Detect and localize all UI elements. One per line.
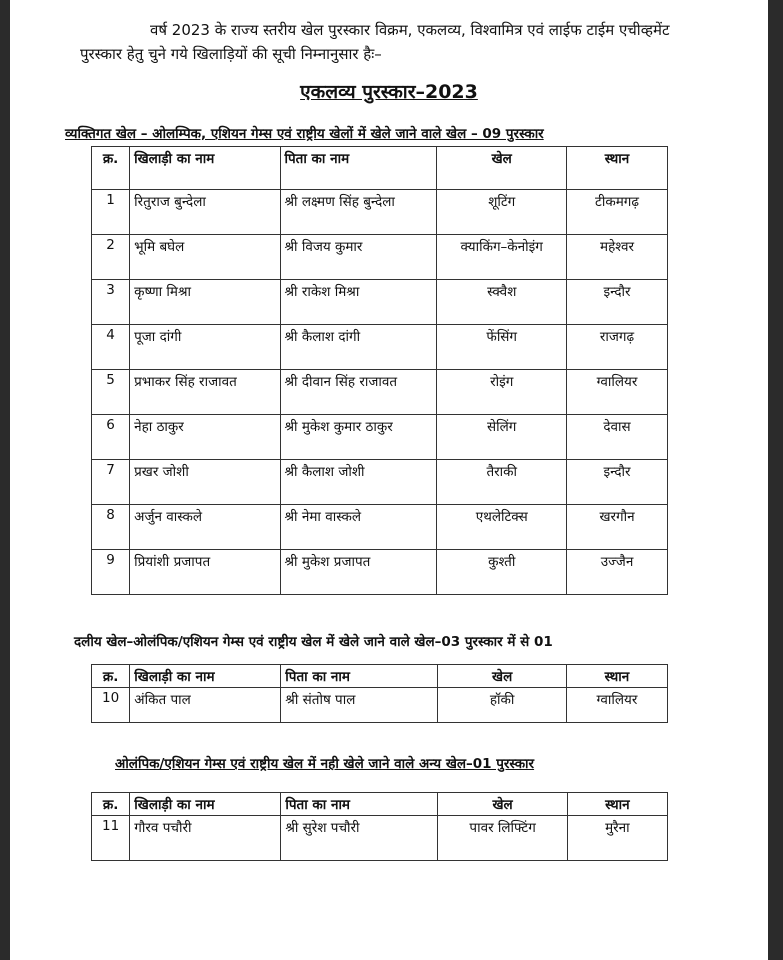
cell-sport: शूटिंग	[437, 190, 567, 235]
cell-father-name: श्री लक्ष्मण सिंह बुन्देला	[280, 190, 437, 235]
cell-father-name: श्री राकेश मिश्रा	[280, 280, 437, 325]
section-heading-team: दलीय खेल–ओलंपिक/एशियन गेम्स एवं राष्ट्रीय खेल में खेले जाने वाले खेल–03 पुरस्कार में से 01	[74, 634, 553, 650]
cell-father-name: श्री मुकेश कुमार ठाकुर	[280, 415, 437, 460]
cell-serial: 4	[92, 325, 130, 370]
cell-serial: 2	[92, 235, 130, 280]
cell-player-name: रितुराज बुन्देला	[130, 190, 280, 235]
table-row	[92, 370, 668, 415]
cell-sport: तैराकी	[437, 460, 567, 505]
table-row	[92, 550, 668, 595]
other-awards-table	[91, 792, 668, 861]
cell-father-name: श्री नेमा वास्कले	[280, 505, 437, 550]
cell-father-name: श्री दीवान सिंह राजावत	[280, 370, 437, 415]
cell-serial: 6	[92, 415, 130, 460]
cell-place: ग्वालियर	[567, 370, 668, 415]
header-place: स्थान	[566, 665, 667, 688]
individual-awards-table	[91, 146, 668, 595]
cell-player-name: नेहा ठाकुर	[130, 415, 280, 460]
cell-sport: रोइंग	[437, 370, 567, 415]
table-row	[92, 460, 668, 505]
table-row	[92, 415, 668, 460]
cell-player-name: अंकित पाल	[130, 688, 281, 723]
cell-place: महेश्वर	[567, 235, 668, 280]
cell-father-name: श्री संतोष पाल	[281, 688, 438, 723]
table-row	[92, 325, 668, 370]
cell-player-name: गौरव पचौरी	[130, 816, 281, 861]
cell-serial: 9	[92, 550, 130, 595]
intro-paragraph: वर्ष 2023 के राज्य स्तरीय खेल पुरस्कार विक्रम, एकलव्य, विश्वामित्र एवं लाईफ टाईम एचीव्हमेंट पुरस्कार हेतु चुने गये खिलाड़ियों की सूची निम्नानुसार हैः–	[80, 21, 670, 63]
header-player-name: खिलाड़ी का नाम	[130, 665, 281, 688]
cell-sport: पावर लिफ्टिंग	[438, 816, 567, 861]
cell-serial: 11	[92, 816, 130, 861]
cell-serial: 1	[92, 190, 130, 235]
header-father-name: पिता का नाम	[281, 665, 438, 688]
header-sport: खेल	[438, 665, 567, 688]
cell-place: उज्जैन	[567, 550, 668, 595]
cell-sport: सेलिंग	[437, 415, 567, 460]
header-sport: खेल	[438, 793, 567, 816]
cell-player-name: प्रियांशी प्रजापत	[130, 550, 280, 595]
cell-place: टीकमगढ़	[567, 190, 668, 235]
header-serial: क्र.	[92, 793, 130, 816]
table-row	[92, 190, 668, 235]
cell-father-name: श्री सुरेश पचौरी	[281, 816, 438, 861]
cell-player-name: प्रखर जोशी	[130, 460, 280, 505]
cell-player-name: भूमि बघेल	[130, 235, 280, 280]
header-sport: खेल	[437, 147, 567, 190]
cell-place: इन्दौर	[567, 460, 668, 505]
section-heading-other: ओलंपिक/एशियन गेम्स एवं राष्ट्रीय खेल में नही खेले जाने वाले अन्य खेल–01 पुरस्कार	[115, 756, 535, 772]
cell-serial: 8	[92, 505, 130, 550]
header-serial: क्र.	[92, 665, 130, 688]
cell-serial: 7	[92, 460, 130, 505]
team-awards-table	[91, 664, 668, 723]
cell-father-name: श्री विजय कुमार	[280, 235, 437, 280]
table-row	[92, 235, 668, 280]
table-header-row	[92, 665, 668, 688]
table-row	[92, 505, 668, 550]
header-serial: क्र.	[92, 147, 130, 190]
cell-serial: 5	[92, 370, 130, 415]
table-header-row	[92, 147, 668, 190]
cell-sport: फेंसिंग	[437, 325, 567, 370]
cell-sport: क्याकिंग–केनोइंग	[437, 235, 567, 280]
table-row	[92, 816, 668, 861]
cell-place: देवास	[567, 415, 668, 460]
table-row	[92, 688, 668, 723]
cell-sport: एथलेटिक्स	[437, 505, 567, 550]
cell-place: ग्वालियर	[566, 688, 667, 723]
cell-serial: 10	[92, 688, 130, 723]
cell-player-name: अर्जुन वास्कले	[130, 505, 280, 550]
cell-sport: कुश्ती	[437, 550, 567, 595]
header-father-name: पिता का नाम	[281, 793, 438, 816]
table-row	[92, 280, 668, 325]
cell-father-name: श्री कैलाश दांगी	[280, 325, 437, 370]
cell-player-name: कृष्णा मिश्रा	[130, 280, 280, 325]
cell-player-name: पूजा दांगी	[130, 325, 280, 370]
section-heading-individual: व्यक्तिगत खेल – ओलम्पिक, एशियन गेम्स एवं राष्ट्रीय खेलों में खेले जाने वाले खेल – 09 पुरस्कार	[65, 126, 544, 142]
page-title: एकलव्य पुरस्कार–2023	[300, 81, 478, 103]
header-player-name: खिलाड़ी का नाम	[130, 147, 280, 190]
cell-place: खरगौन	[567, 505, 668, 550]
table-header-row	[92, 793, 668, 816]
cell-place: इन्दौर	[567, 280, 668, 325]
cell-sport: स्क्वैश	[437, 280, 567, 325]
cell-place: राजगढ़	[567, 325, 668, 370]
header-place: स्थान	[567, 793, 667, 816]
cell-sport: हॉकी	[438, 688, 567, 723]
cell-father-name: श्री कैलाश जोशी	[280, 460, 437, 505]
cell-place: मुरैना	[567, 816, 667, 861]
header-father-name: पिता का नाम	[280, 147, 437, 190]
header-place: स्थान	[567, 147, 668, 190]
document-page	[10, 0, 768, 960]
header-player-name: खिलाड़ी का नाम	[130, 793, 281, 816]
cell-serial: 3	[92, 280, 130, 325]
cell-father-name: श्री मुकेश प्रजापत	[280, 550, 437, 595]
cell-player-name: प्रभाकर सिंह राजावत	[130, 370, 280, 415]
